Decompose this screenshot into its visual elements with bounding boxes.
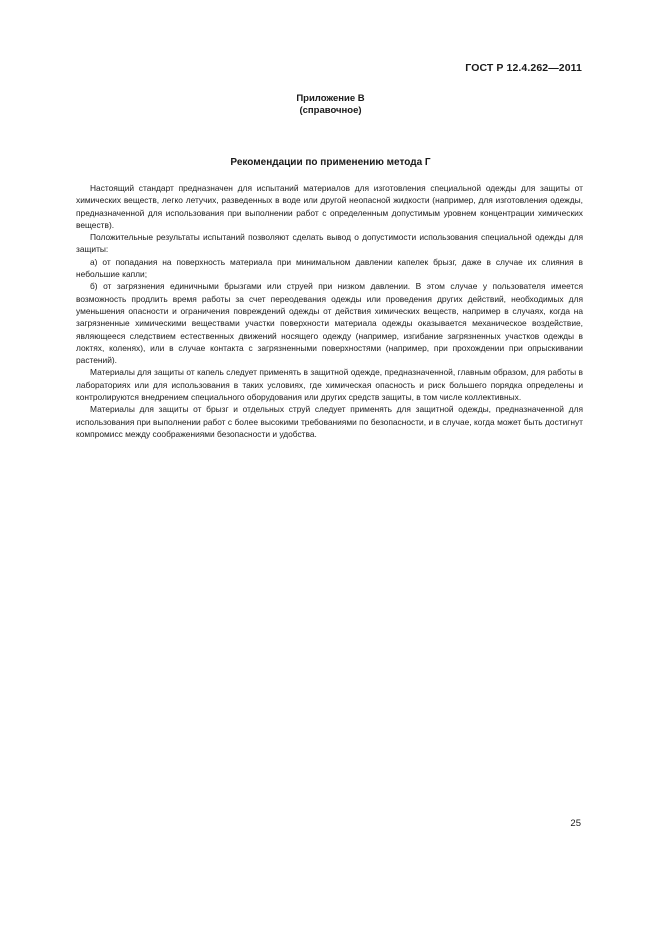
annex-type: (справочное) xyxy=(299,105,362,116)
paragraph: Материалы для защиты от брызг и отдельных струй следует применять для защитной одежды, предназначенной для использования при выполнении работ с более высокими требованиями по безопасности, и в случае, когда может быть достигнут компромисс между соображениями безопасности и удобства. xyxy=(76,404,583,439)
annex-heading xyxy=(0,93,661,117)
document-code: ГОСТ Р 12.4.262—2011 xyxy=(465,62,582,74)
page-number: 25 xyxy=(570,818,581,829)
list-item: б) от загрязнения единичными брызгами или струей при низком давлении. В этом случае у пользователя имеется возможность продлить время работы за счет переодевания одежды или проведения других действий, необходимых для уменьшения опасности и ограничения повреждений одежды от действия химических веществ, например в случаях, когда на загрязненные химическими веществами участки поверхности материала одежды оказывается механическое воздействие, являющееся следствием естественных движений носящего одежду (например, изгибание загрязненных участков одежды в локтях, коленях), или в случае контакта с загрязненными поверхностями (например, при прохождении при опрыскивании растений). xyxy=(76,281,583,366)
list-item: а) от попадания на поверхность материала при минимальном давлении капелек брызг, даже в случае их слияния в небольшие капли; xyxy=(76,256,583,280)
paragraph: Настоящий стандарт предназначен для испытаний материалов для изготовления специальной одежды для защиты от химических веществ, легко летучих, разведенных в воде или другой неопасной жидкости (например, для изготовления одежды, предназначенной для использования при выполнении работ с определенным допустимым уровнем концентрации химических веществ). xyxy=(76,183,583,230)
body-text xyxy=(76,182,583,440)
section-title: Рекомендации по применению метода Г xyxy=(230,157,431,168)
annex-label: Приложение В xyxy=(296,93,365,104)
paragraph: Положительные результаты испытаний позволяют сделать вывод о допустимости использования специальной одежды для защиты: xyxy=(76,232,583,255)
paragraph: Материалы для защиты от капель следует применять в защитной одежде, предназначенной, главным образом, для работы в лабораториях или для использования в таких условиях, где химическая опасность и риск большего порядка определены и контролируются внедрением специального оборудования или других средств защиты, в том числе коллективных. xyxy=(76,367,583,403)
